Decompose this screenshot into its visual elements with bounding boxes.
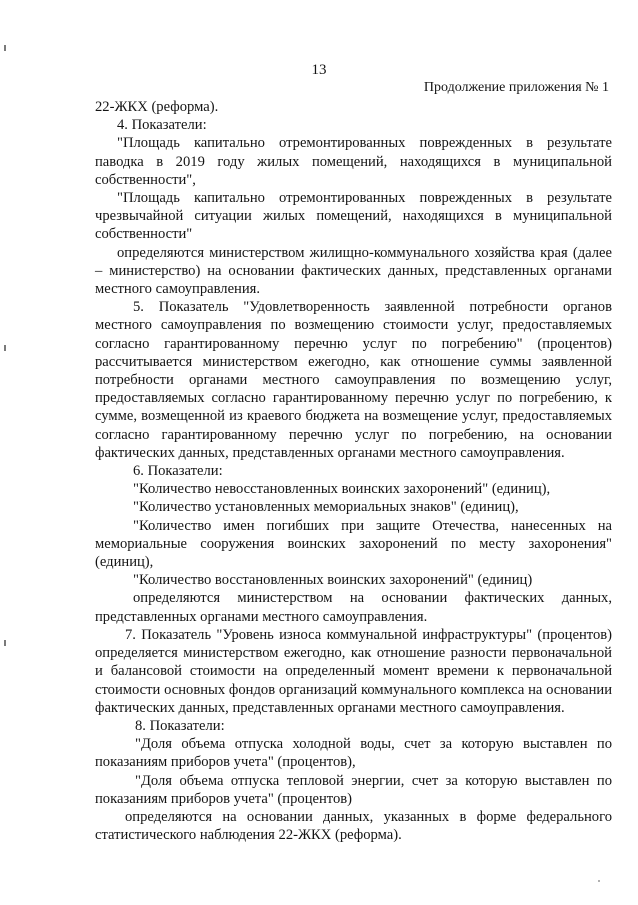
paragraph: 8. Показатели:: [135, 717, 225, 734]
paragraph: "Количество невосстановленных воинских захоронений" (единиц),: [133, 481, 551, 498]
paragraph: "Количество имен погибших при защите Отечества, нанесенных на мемориальные сооружения воинских захоронений по месту захоронения" (единиц),: [95, 517, 612, 571]
appendix-continuation-note: Продолжение приложения № 1: [423, 80, 609, 95]
scan-margin-mark: [4, 345, 6, 351]
paragraph: "Площадь капитально отремонтированных поврежденных в результате паводка в 2019 году жилых помещений, находящихся в муниципальной собственности",: [95, 135, 612, 188]
paragraph: "Доля объема отпуска тепловой энергии, счет за которую выставлен по показаниям приборов учета" (процентов): [95, 772, 612, 807]
paragraph: "Доля объема отпуска холодной воды, счет за которую выставлен по показаниям приборов учета" (процентов),: [95, 736, 612, 771]
paragraph: 7. Показатель "Уровень износа коммунальной инфраструктуры" (процентов) определяется министерством ежегодно, как отношение разности первоначальной и балансовой стоимости на определенный момент времени к первоначальной стоимости основных фондов организаций коммунального комплекса на основании фактических данных, представленных органами местного самоуправления.: [95, 626, 612, 716]
scan-speck: [598, 880, 600, 882]
paragraph: определяются министерством жилищно-коммунального хозяйства края (далее – министерство) на основании фактических данных, представленных органами местного самоуправления.: [95, 244, 612, 298]
paragraph: определяются министерством на основании фактических данных, представленных органами местного самоуправления.: [95, 590, 612, 625]
scan-margin-mark: [4, 45, 6, 51]
paragraph: 6. Показатели:: [133, 463, 223, 480]
paragraph: "Площадь капитально отремонтированных поврежденных в результате чрезвычайной ситуации жилых помещений, находящихся в муниципальной собственности": [95, 190, 612, 243]
document-body: [95, 98, 612, 844]
page-number: 13: [311, 62, 327, 78]
paragraph: "Количество установленных мемориальных знаков" (единиц),: [133, 499, 519, 516]
paragraph: "Количество восстановленных воинских захоронений" (единиц): [133, 572, 533, 589]
scan-margin-mark: [4, 640, 6, 646]
paragraph: 5. Показатель "Удовлетворенность заявленной потребности органов местного самоуправления по возмещению стоимости услуг, предоставляемых согласно гарантированному перечню услуг по погребению" (процентов) рассчитывается министерством ежегодно, как отношение суммы заявленной потребности органами местного самоуправления по возмещению услуг, предоставляемых согласно гарантированному перечню услуг по погребению, к сумме, возмещенной из краевого бюджета на возмещение услуг, предоставляемых согласно гарантированному перечню услуг по погребению, на основании фактических данных, представленных органами местного самоуправления.: [95, 299, 612, 461]
paragraph: 4. Показатели:: [117, 117, 207, 134]
paragraph: определяются на основании данных, указанных в форме федерального статистического наблюдения 22-ЖКХ (реформа).: [95, 808, 612, 844]
paragraph: 22-ЖКХ (реформа).: [95, 99, 219, 115]
